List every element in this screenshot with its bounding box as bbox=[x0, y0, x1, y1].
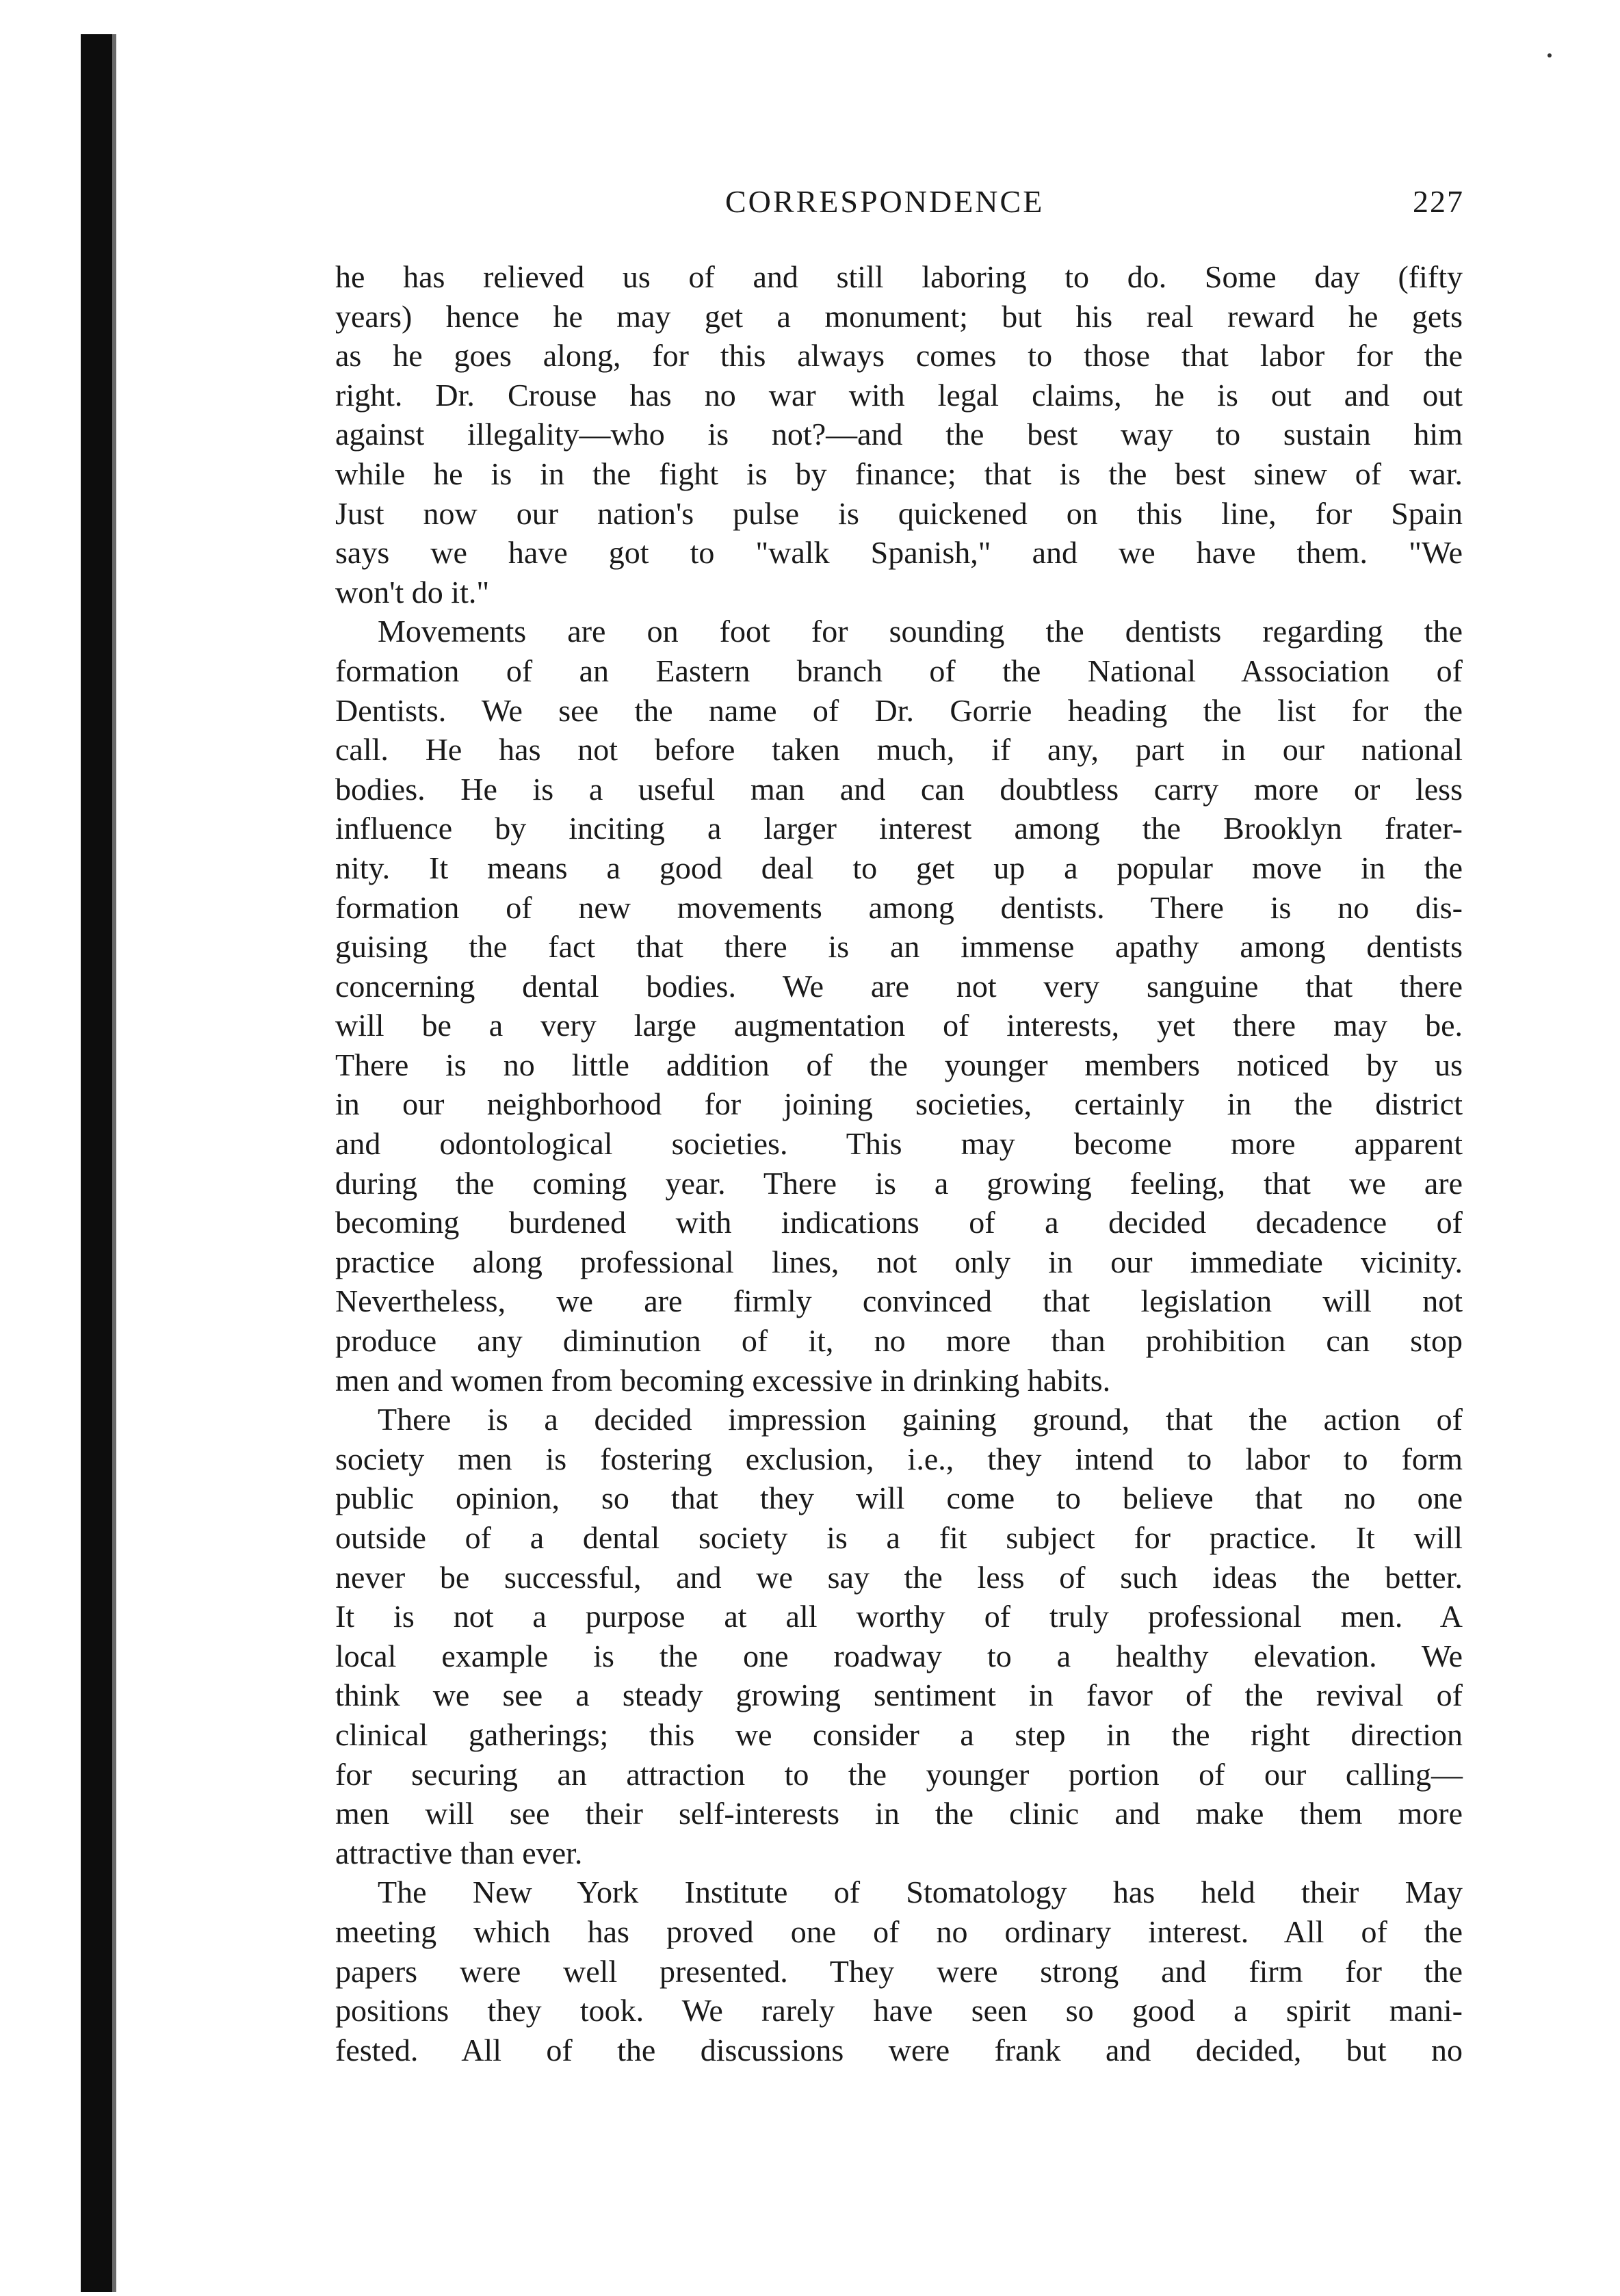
text-line: says we have got to "walk Spanish," and we have them. "We bbox=[335, 535, 1463, 571]
text-line: and odontological societies. This may become more apparent bbox=[335, 1126, 1463, 1162]
text-line: nity. It means a good deal to get up a popular move in the bbox=[335, 850, 1463, 885]
text-line: as he goes along, for this always comes to those that labor for the bbox=[335, 338, 1463, 374]
text-line: call. He has not before taken much, if any, part in our national bbox=[335, 732, 1463, 768]
text-line: men and women from becoming excessive in drinking habits. bbox=[335, 1362, 1111, 1398]
text-line: against illegality—who is not?—and the best way to sustain him bbox=[335, 417, 1463, 452]
page-header bbox=[335, 183, 1464, 224]
text-line: produce any diminution of it, no more than prohibition can stop bbox=[335, 1323, 1463, 1359]
text-line: positions they took. We rarely have seen so good a spirit mani- bbox=[335, 1993, 1463, 2028]
text-line: years) hence he may get a monument; but his real reward he gets bbox=[335, 298, 1463, 334]
text-line: Dentists. We see the name of Dr. Gorrie heading the list for the bbox=[335, 692, 1463, 728]
book-binding-edge bbox=[81, 34, 112, 2292]
text-line: The New York Institute of Stomatology has held their May bbox=[378, 1875, 1463, 1910]
text-line: right. Dr. Crouse has no war with legal claims, he is out and out bbox=[335, 377, 1463, 413]
page-number: 227 bbox=[1413, 184, 1464, 219]
text-line: local example is the one roadway to a healthy elevation. We bbox=[335, 1638, 1463, 1673]
text-line: practice along professional lines, not only in our immediate vicinity. bbox=[335, 1244, 1463, 1279]
text-line: There is a decided impression gaining ground, that the action of bbox=[378, 1402, 1463, 1437]
text-line: fested. All of the discussions were frank and decided, but no bbox=[335, 2032, 1463, 2067]
text-line: won't do it." bbox=[335, 574, 490, 610]
text-line: papers were well presented. They were strong and firm for the bbox=[335, 1953, 1463, 1989]
text-line: never be successful, and we say the less of such ideas the better. bbox=[335, 1559, 1463, 1595]
text-line: formation of an Eastern branch of the National Association of bbox=[335, 653, 1463, 688]
text-line: Movements are on foot for sounding the dentists regarding the bbox=[378, 614, 1463, 649]
text-line: outside of a dental society is a fit subject for practice. It will bbox=[335, 1520, 1463, 1555]
text-line: during the coming year. There is a growing feeling, that we are bbox=[335, 1165, 1463, 1201]
text-line: think we see a steady growing sentiment in favor of the revival of bbox=[335, 1678, 1463, 1713]
text-line: clinical gatherings; this we consider a step in the right direction bbox=[335, 1717, 1463, 1752]
text-line: he has relieved us of and still laboring to do. Some day (fifty bbox=[335, 259, 1463, 294]
running-title: CORRESPONDENCE bbox=[725, 184, 1045, 219]
text-line: in our neighborhood for joining societies, certainly in the district bbox=[335, 1086, 1463, 1122]
text-line: while he is in the fight is by finance; that is the best sinew of war. bbox=[335, 456, 1463, 491]
text-line: attractive than ever. bbox=[335, 1835, 583, 1870]
text-line: meeting which has proved one of no ordinary interest. All of the bbox=[335, 1914, 1463, 1949]
text-line: influence by inciting a larger interest among the Brooklyn frater- bbox=[335, 811, 1463, 846]
text-line: guising the fact that there is an immense apathy among dentists bbox=[335, 929, 1463, 965]
text-line: Nevertheless, we are firmly convinced that legislation will not bbox=[335, 1283, 1463, 1319]
text-line: Just now our nation's pulse is quickened on this line, for Spain bbox=[335, 495, 1463, 531]
scan-speck bbox=[1547, 53, 1552, 57]
text-line: It is not a purpose at all worthy of truly professional men. A bbox=[335, 1599, 1463, 1634]
text-line: formation of new movements among dentists. There is no dis- bbox=[335, 889, 1463, 925]
text-line: becoming burdened with indications of a decided decadence of bbox=[335, 1205, 1463, 1240]
text-line: society men is fostering exclusion, i.e., they intend to labor to form bbox=[335, 1441, 1463, 1476]
text-line: will be a very large augmentation of interests, yet there may be. bbox=[335, 1008, 1463, 1043]
body-text bbox=[335, 257, 1463, 2070]
text-line: There is no little addition of the younger members noticed by us bbox=[335, 1047, 1463, 1082]
binding-shadow bbox=[112, 34, 116, 2292]
text-line: men will see their self-interests in the clinic and make them more bbox=[335, 1796, 1463, 1831]
text-line: public opinion, so that they will come to believe that no one bbox=[335, 1480, 1463, 1516]
text-line: for securing an attraction to the younger portion of our calling— bbox=[335, 1756, 1463, 1792]
text-line: concerning dental bodies. We are not very sanguine that there bbox=[335, 968, 1463, 1004]
text-line: bodies. He is a useful man and can doubtless carry more or less bbox=[335, 771, 1463, 807]
